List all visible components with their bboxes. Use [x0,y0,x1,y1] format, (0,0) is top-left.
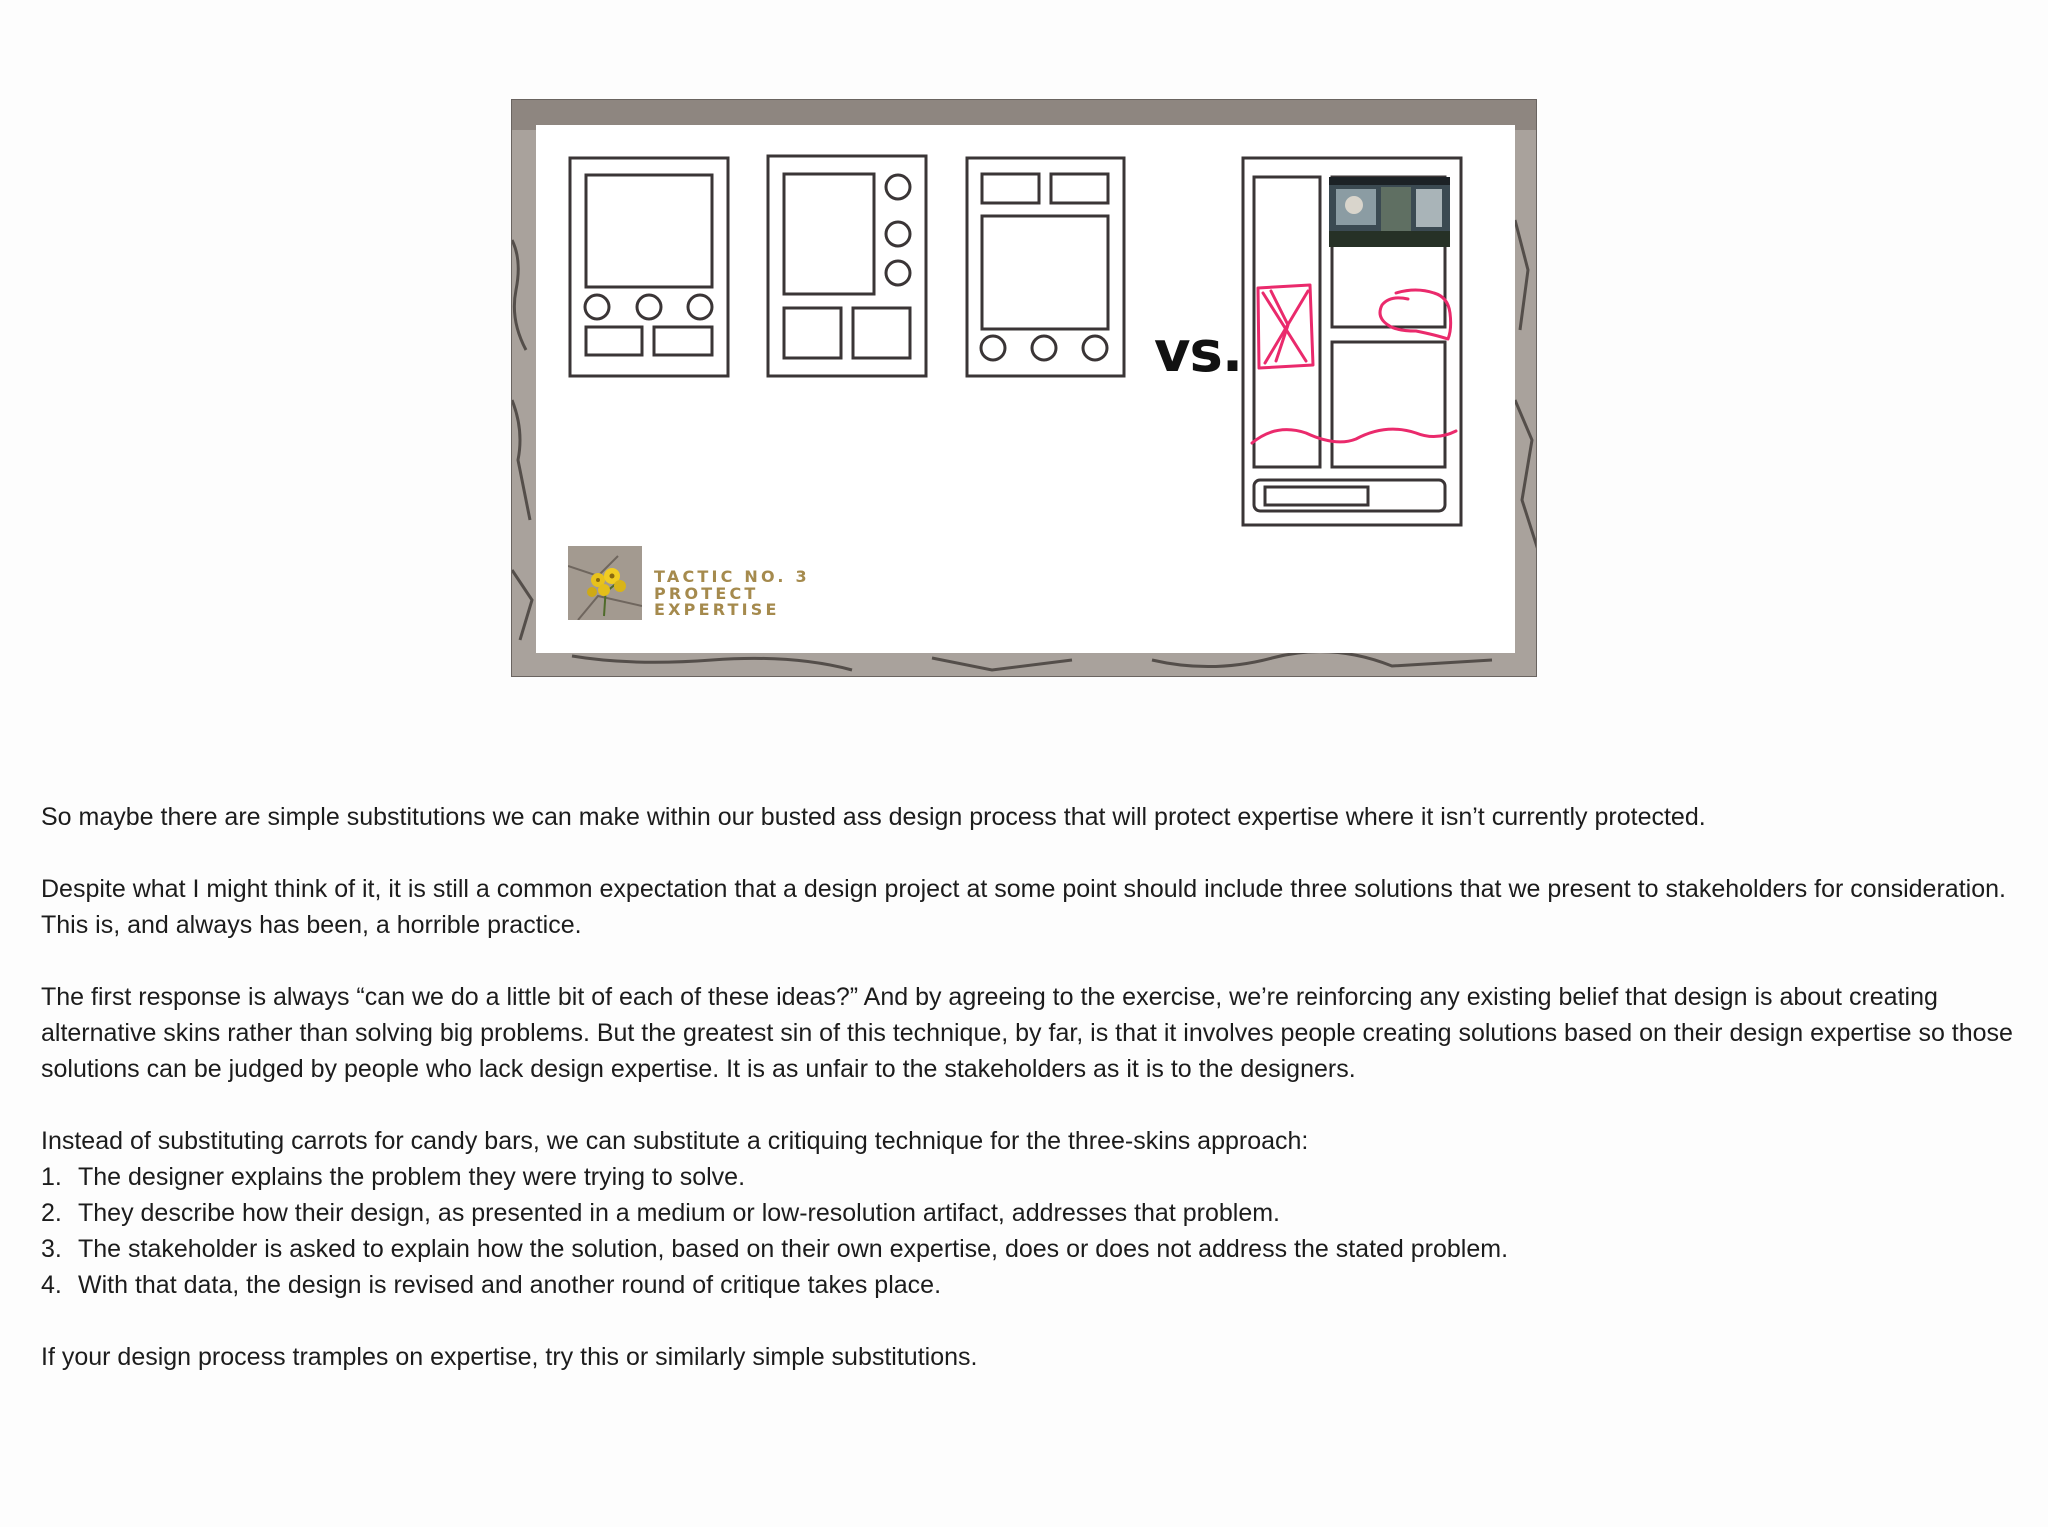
tactic-title-line1: PROTECT [654,583,759,603]
wireframe-option-2 [768,156,926,376]
list-item-number: 4. [41,1271,62,1299]
tactic-caption [654,569,810,619]
list-item [41,1195,2016,1231]
list-item-number: 3. [41,1235,62,1263]
pink-scribbles [1252,285,1456,443]
list-item-number: 1. [41,1163,62,1191]
list-item [41,1231,2016,1267]
critique-steps-list [41,1159,2016,1303]
notes-closing: If your design process tramples on expertise, try this or similarly simple substitutions. [41,1343,978,1371]
photo-inset [1329,177,1450,247]
flower-thumbnail [568,546,642,620]
list-item-text: The designer explains the problem they were trying to solve. [78,1163,746,1191]
flower-image [568,546,642,620]
vs-label: vs. [1154,320,1243,385]
list-item-number: 2. [41,1199,62,1227]
wireframe-option-1 [570,158,728,376]
list-item [41,1159,2016,1195]
tactic-title-line2: EXPERTISE [654,600,780,619]
list-item-text: With that data, the design is revised and another round of critique takes place. [78,1271,942,1299]
notes-paragraph-2: Despite what I might think of it, it is still a common expectation that a design project at some point should include three solutions that we present to stakeholders for consideration. This is, and always has been, a horrible practice. [41,875,2006,939]
list-item-text: They describe how their design, as presented in a medium or low-resolution artifact, addresses that problem. [78,1199,1280,1227]
wireframe-option-3 [967,158,1124,376]
notes-list-intro: Instead of substituting carrots for candy bars, we can substitute a critiquing technique for the three-skins approach: [41,1127,1309,1155]
list-item-text: The stakeholder is asked to explain how the solution, based on their own expertise, does or does not address the stated problem. [78,1235,1509,1263]
list-item [41,1267,2016,1303]
slide-image [511,99,1537,677]
slide-canvas [536,125,1515,653]
tactic-number: TACTIC NO. 3 [654,567,810,586]
notes-paragraph-1: So maybe there are simple substitutions we can make within our busted ass design process that will protect expertise where it isn’t currently protected. [41,803,1706,831]
presenter-notes [41,799,2016,1411]
notes-paragraph-3: The first response is always “can we do a little bit of each of these ideas?” And by agreeing to the exercise, we’re reinforcing any existing belief that design is about creating alternative skins rather than solving big problems. But the greatest sin of this technique, by far, is that it involves people creating solutions based on their design expertise so those solutions can be judged by people who lack design expertise. It is as unfair to the stakeholders as it is to the designers. [41,983,2013,1083]
